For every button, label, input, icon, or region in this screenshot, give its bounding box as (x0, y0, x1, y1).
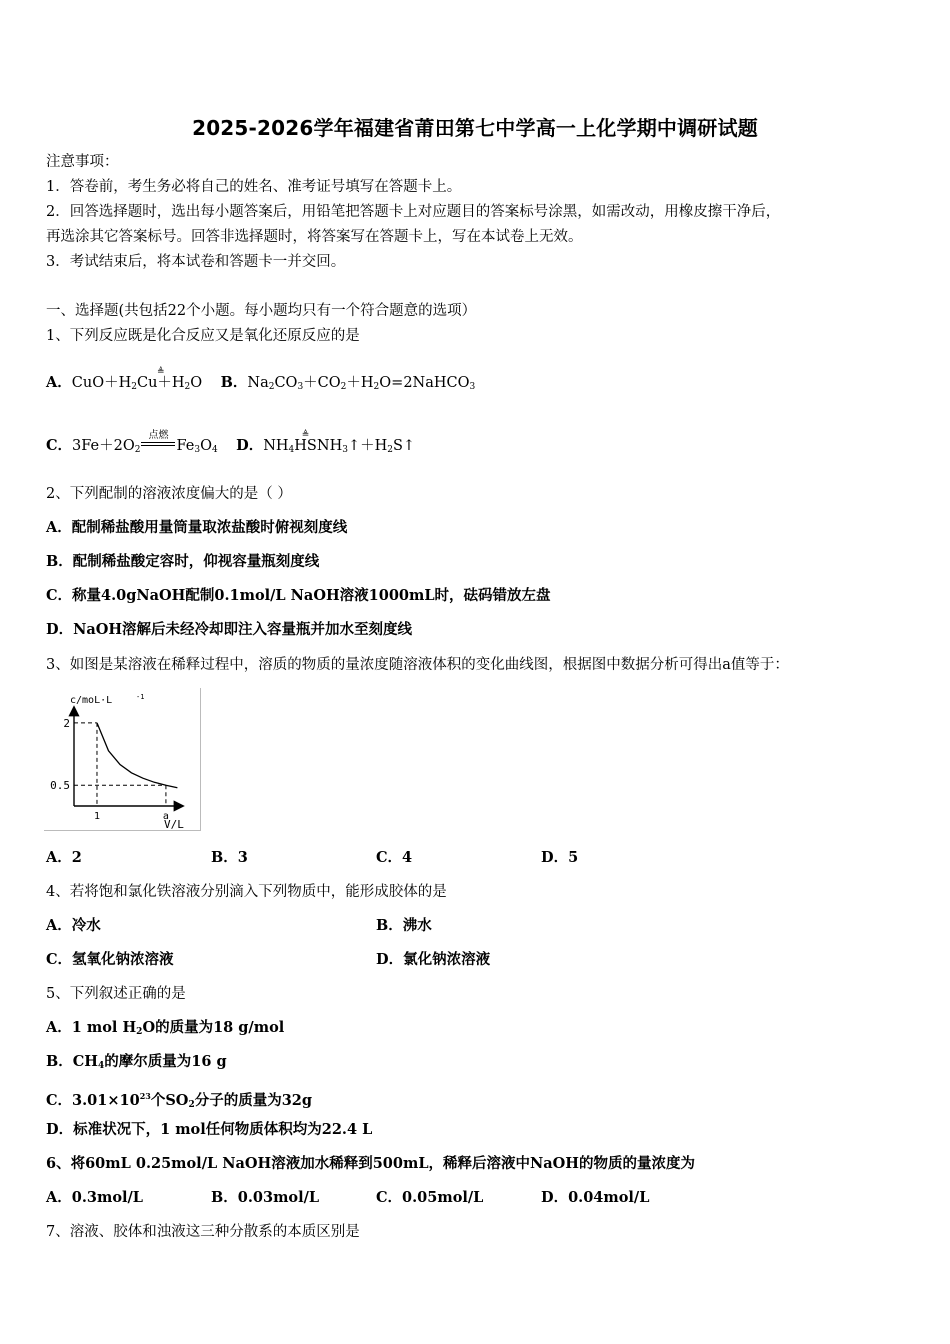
y-axis-label: c/moL·L (70, 695, 113, 706)
notice-item-1: 1．答卷前，考生务必将自己的姓名、准考证号填写在答题卡上。 (46, 179, 462, 195)
question-4-option-b: B．沸水 (376, 917, 432, 934)
x-tick-label-0: 1 (93, 811, 100, 822)
notice-item-2-cont: 再选涂其它答案标号。回答非选择题时，将答案写在答题卡上，写在本试卷上无效。 (46, 229, 583, 245)
question-6-option-c: C．0.05mol/L (376, 1189, 484, 1206)
question-5-option-d: D．标准状况下，1 mol任何物质体积均为22.4 L (46, 1121, 373, 1138)
dilution-chart (44, 688, 201, 831)
notice-heading: 注意事项： (46, 154, 119, 170)
question-6-option-b: B．0.03mol/L (211, 1189, 320, 1206)
question-5-option-b: B．$CH_4$的摩尔质量为16 g (46, 1053, 227, 1071)
page-title: 2025-2026学年福建省莆田第七中学高一上化学期中调研试题 (192, 116, 758, 140)
question-3-option-b: B．3 (211, 849, 248, 866)
question-4-option-a: A．冷水 (46, 917, 101, 934)
question-6-stem: 6、将60mL 0.25mol/L NaOH溶液加水稀释到500mL，稀释后溶液中NaOH的物质的量浓度为 (46, 1155, 695, 1172)
question-4-option-d: D．氯化钠浓溶液 (376, 951, 491, 968)
question-5-option-a: A．1 mol $H_2O$的质量为18 g/mol (46, 1019, 285, 1037)
question-4-option-c: C．氢氧化钠浓溶液 (46, 951, 174, 968)
question-1-stem: 1、下列反应既是化合反应又是氧化还原反应的是 (46, 328, 360, 344)
question-2-stem: 2、下列配制的溶液浓度偏大的是（ ） (46, 486, 292, 502)
question-4-stem: 4、若将饱和氯化铁溶液分别滴入下列物质中，能形成胶体的是 (46, 884, 447, 900)
section-heading: 一、选择题(共包括22个小题。每小题均只有一个符合题意的选项） (46, 303, 477, 319)
question-6-option-d: D．0.04mol/L (541, 1189, 650, 1206)
question-1-options-ab: A．$CuO+H_2$ ≜ $Cu+H_2O$ B．$Na_2CO_3+CO_2+H_2O=2NaHCO_3$ (46, 367, 476, 392)
y-axis-label-exponent: -1 (136, 693, 145, 701)
question-2-option-d: D．NaOH溶解后未经冷却即注入容量瓶并加水至刻度线 (46, 621, 413, 638)
concentration-curve (97, 723, 177, 788)
x-tick-label-1: a (162, 811, 169, 822)
question-2-option-b: B．配制稀盐酸定容时，仰视容量瓶刻度线 (46, 553, 320, 570)
question-1-options-cd: C．$3Fe+2O_2$ 点燃 $Fe_3O_4$ D．$NH_4$ ≜ $HSNH_3↑+H_2S↑$ (46, 430, 416, 455)
question-5-stem: 5、下列叙述正确的是 (46, 986, 186, 1002)
notice-item-2: 2．回答选择题时，选出每小题答案后，用铅笔把答题卡上对应题目的答案标号涂黑，如需改动，用橡皮擦干净后， (46, 204, 781, 220)
question-2-option-a: A．配制稀盐酸用量筒量取浓盐酸时俯视刻度线 (46, 519, 348, 536)
y-tick-label-1: 0.5 (50, 779, 70, 793)
question-7-stem: 7、溶液、胶体和浊液这三种分散系的本质区别是 (46, 1224, 360, 1240)
question-2-option-c: C．称量4.0gNaOH配制0.1mol/L NaOH溶液1000mL时，砝码错放左盘 (46, 587, 551, 604)
question-3-option-d: D．5 (541, 849, 579, 866)
y-tick-label-0: 2 (63, 716, 70, 730)
question-3-option-c: C．4 (376, 849, 413, 866)
x-axis-label: V/L (164, 818, 184, 830)
question-5-option-c: C．$3.01\times 10^{23}$个$SO_2$分子的质量为32g (46, 1091, 313, 1110)
question-3-stem: 3、如图是某溶液在稀释过程中，溶质的物质的量浓度随溶液体积的变化曲线图，根据图中数据分析可得出a值等于： (46, 657, 789, 673)
reaction-condition-arrow: 点燃 (141, 442, 175, 446)
question-6-option-a: A．0.3mol/L (46, 1189, 143, 1206)
question-3-option-a: A．2 (46, 849, 82, 866)
dilution-chart-svg (44, 688, 200, 830)
notice-item-3: 3．考试结束后，将本试卷和答题卡一并交回。 (46, 254, 346, 270)
